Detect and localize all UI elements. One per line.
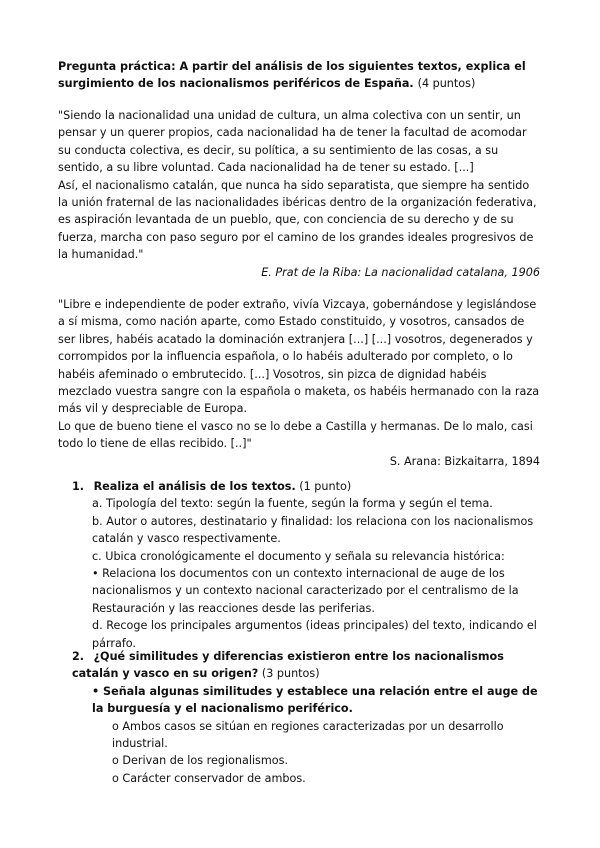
heading-points: (4 puntos): [417, 77, 476, 91]
question-two-item-2: o Derivan de los regionalismos.: [112, 754, 289, 768]
question-two-title: ¿Qué similitudes y diferencias existieron entre los nacionalismos catalán y vasco en su origen?: [72, 650, 504, 681]
question-one-number: 1.: [72, 480, 85, 493]
question-two-item-1: o Ambos casos se sitúan en regiones caracterizadas por un desarrollo industrial.: [112, 719, 504, 751]
text-one-paragraph-1: "Siendo la nacionalidad una unidad de cultura, un alma colectiva con un sentir, un pensar y un querer propios, cada nacionalidad ha de tener la facultad de acomodar su conducta colectiva, es decir, su política, a su sentimiento de las cosas, a su sentido, a su libre voluntad. Cada nacionalidad ha de tener su estado. [...]: [58, 109, 527, 175]
text-one-paragraph-2: Así, el nacionalismo catalán, que nunca ha sido separatista, que siempre ha sentido la unión fraternal de las nacionalidades ibéricas dentro de la organización federativa, es aspiración levantada de un pueblo, que, con conciencia de su derecho y de su fuerza, marcha con paso seguro por el camino de los grandes ideales progresivos de la humanidad.": [58, 178, 537, 262]
question-one-title: Realiza el análisis de los textos.: [93, 480, 296, 493]
text-two-paragraph-1: "Libre e independiente de poder extraño, vivía Vizcaya, gobernándose y legislándose a sí misma, como nación aparte, como Estado constituido, y vosotros, cansados de ser libres, habéis acatado la dominación extranjera [...] [...] vosotros, degenerados y corrompidos por la influencia española, o lo habéis adulterado por completo, o lo habéis afeminado o embrutecido. [...] Vosotros, sin pizca de dignidad habéis mezclado vuestra sangre con la española o maketa, os habéis hermanado con la raza más vil y despreciable de Europa.: [58, 298, 540, 416]
question-one: [72, 478, 538, 652]
question-two-number: 2.: [72, 650, 85, 663]
text-one-source: E. Prat de la Riba: La nacionalidad catalana, 1906: [261, 265, 540, 279]
question-two-points: (3 puntos): [261, 667, 320, 681]
text-one-quote: [58, 107, 540, 281]
question-one-item-c: c. Ubica cronológicamente el documento y señala su relevancia histórica:: [92, 549, 505, 563]
question-one-points: (1 punto): [299, 480, 352, 493]
heading-title: Pregunta práctica: A partir del análisis de los siguientes textos, explica el surgimiento de los nacionalismos periféricos de España.: [58, 60, 526, 91]
text-two-source: S. Arana: Bizkaitarra, 1894: [389, 454, 540, 468]
question-one-item-a: a. Tipología del texto: según la fuente, según la forma y según el tema.: [92, 497, 493, 511]
text-two-quote: [58, 296, 540, 470]
practical-question-heading: [58, 58, 540, 93]
question-one-item-d: d. Recoge los principales argumentos (ideas principales) del texto, indicando el párrafo.: [92, 619, 537, 650]
question-one-item-c-bullet: • Relaciona los documentos con un contexto internacional de auge de los nacionalismos y un contexto nacional caracterizado por el centralismo de la Restauración y las reacciones desde las periferias.: [92, 567, 519, 615]
question-one-item-b: b. Autor o autores, destinatario y finalidad: los relaciona con los nacionalismos catalán y vasco respectivamente.: [92, 514, 534, 546]
question-two: [72, 648, 538, 787]
question-two-bullet: • Señala algunas similitudes y establece una relación entre el auge de la burguesía y el nacionalismo periférico.: [92, 684, 538, 716]
text-two-paragraph-2: Lo que de bueno tiene el vasco no se lo debe a Castilla y hermanas. De lo malo, casi todo lo tiene de ellas recibido. [..]": [58, 419, 533, 451]
question-two-item-3: o Carácter conservador de ambos.: [112, 771, 306, 785]
